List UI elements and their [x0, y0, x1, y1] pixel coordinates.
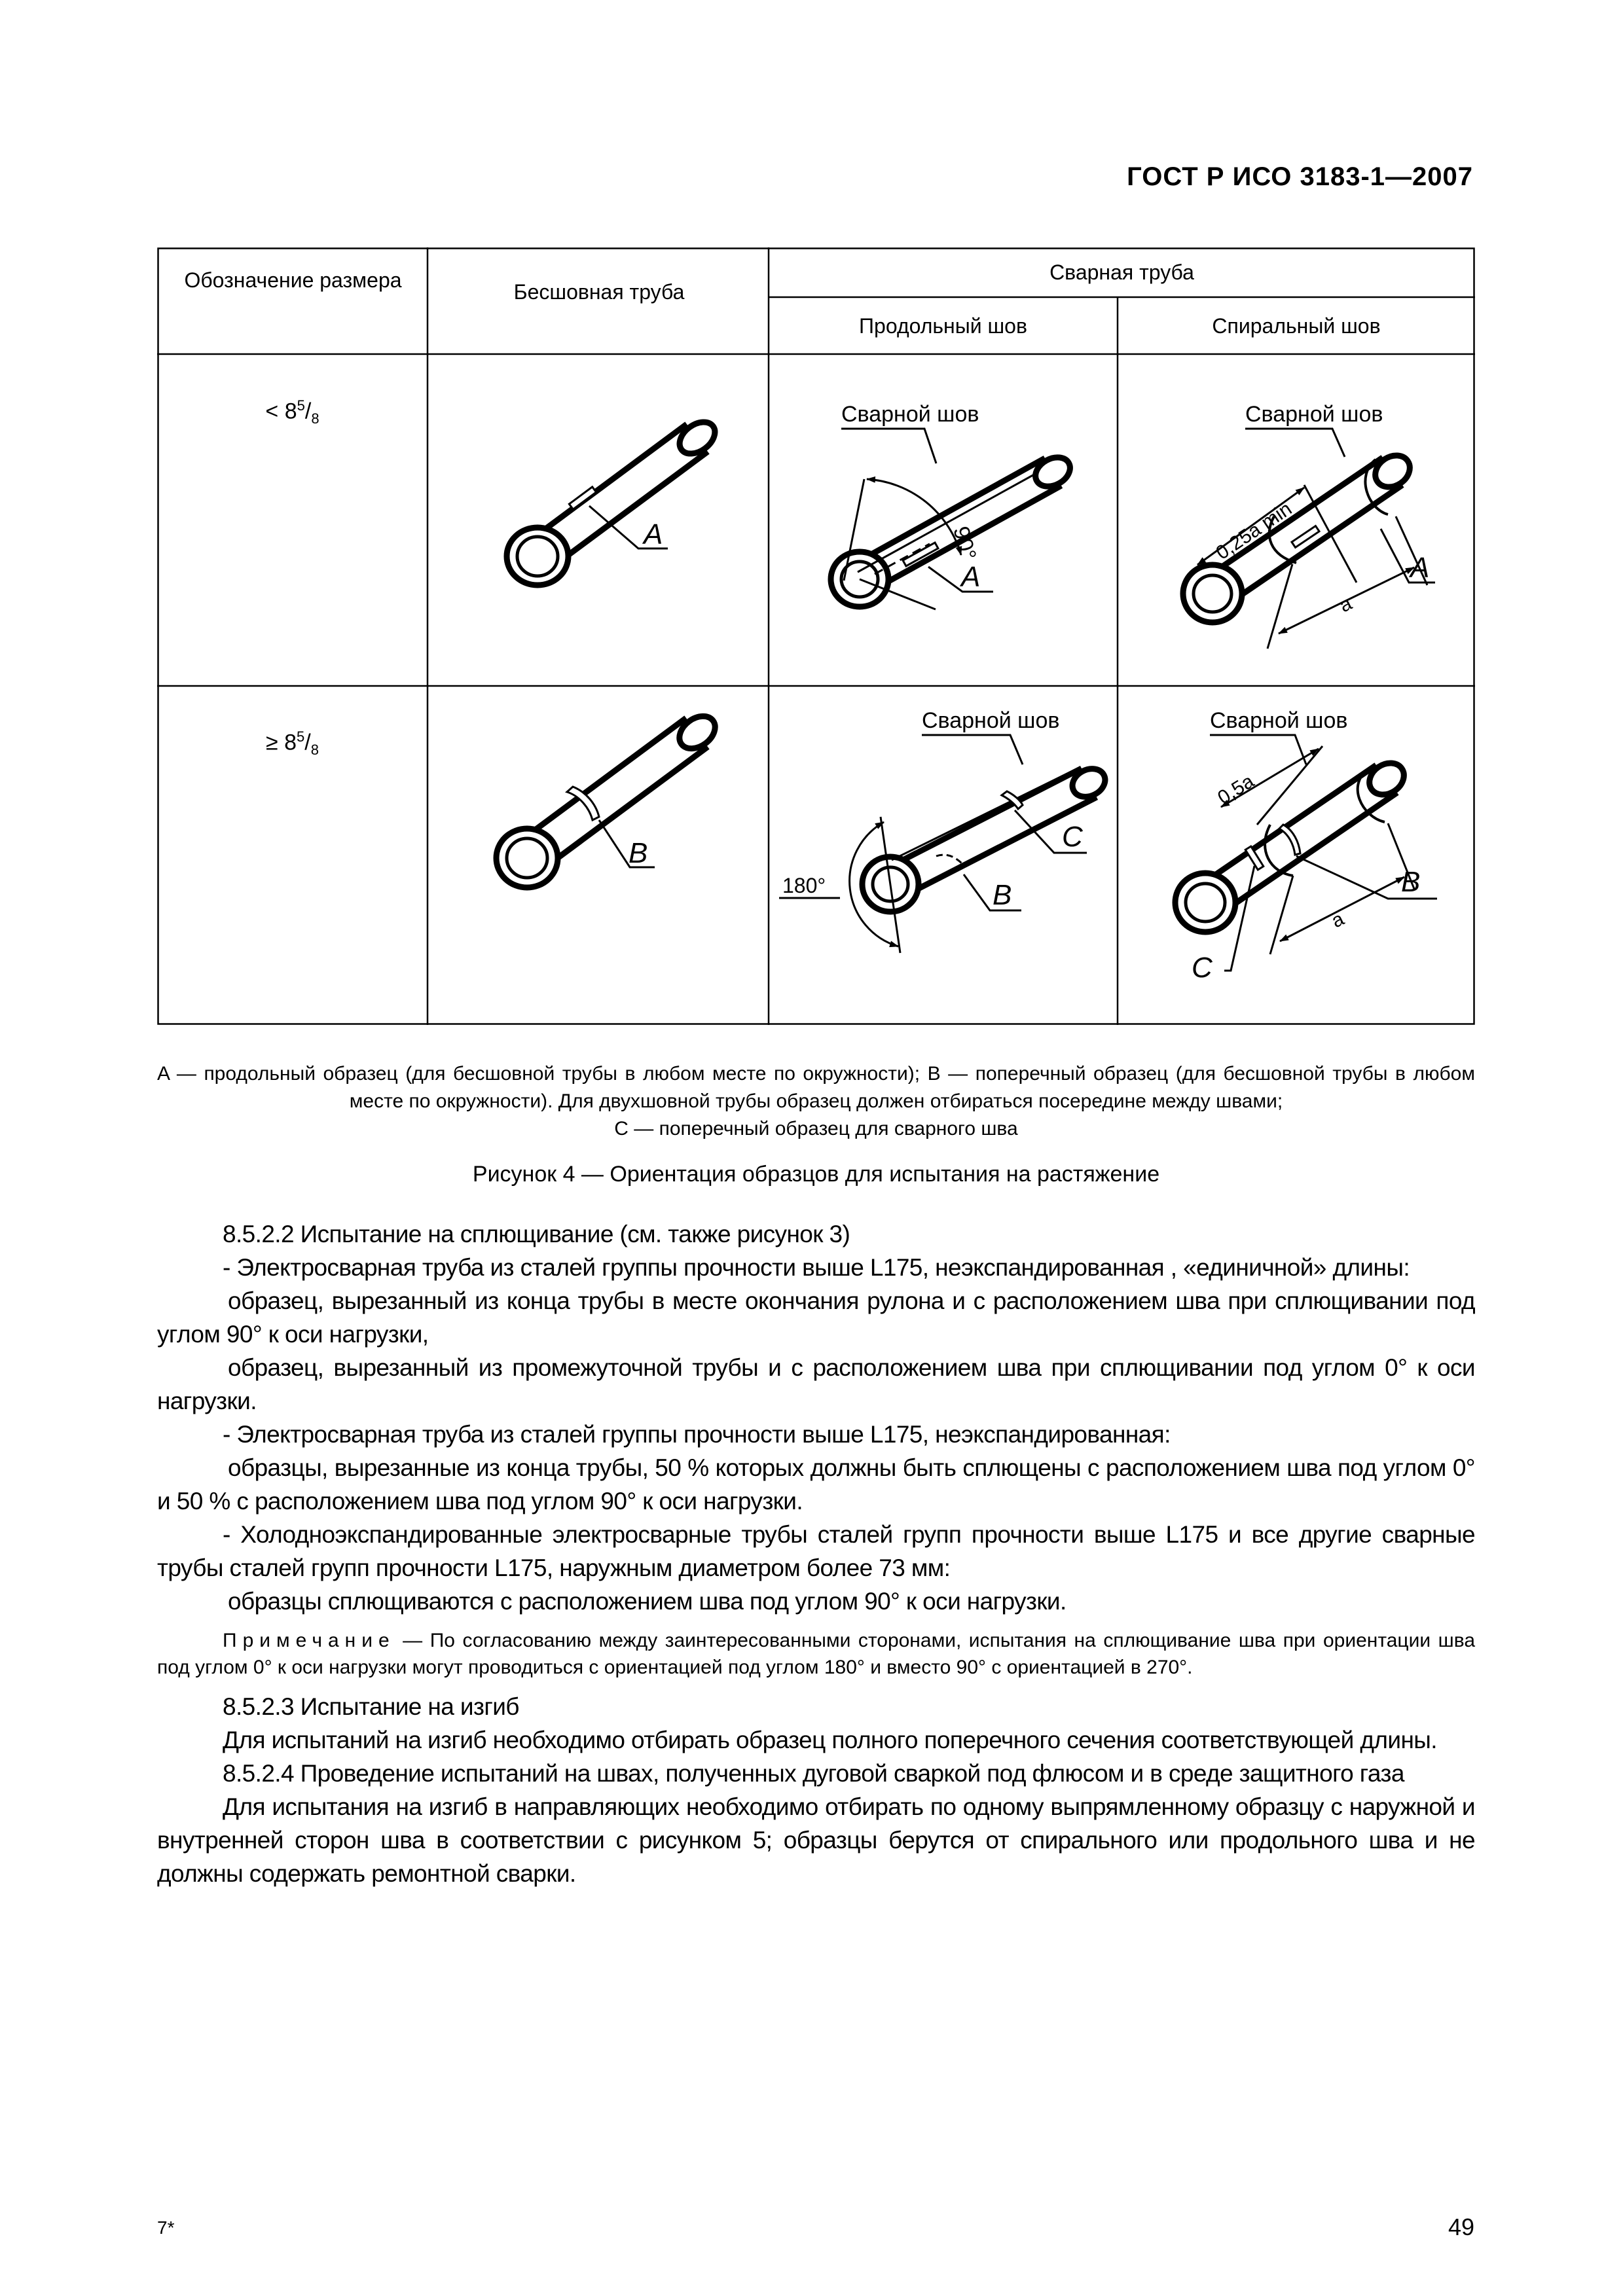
label-B-long: B	[993, 879, 1012, 911]
legend-line-1: A — продольный образец (для бесшовной трубы в любом месте по окружности); B — поперечный образец (для бесшовной трубы в любом месте по окружности). Для двухшовной трубы образец должен отбираться посередине между швами;	[157, 1063, 1475, 1112]
label-angle-90: 90°	[948, 524, 981, 563]
figure-legend	[157, 1060, 1475, 1143]
label-B-spiral: B	[1401, 866, 1421, 898]
paragraph: - Холодноэкспандированные электросварные трубы сталей групп прочности выше L175 и все другие сварные трубы сталей групп прочности L175, наружным диаметром более 73 мм:	[157, 1521, 1475, 1581]
pipe-seamless-row2	[496, 709, 721, 888]
paragraph: - Электросварная труба из сталей группы прочности выше L175, неэкспандированная , «единичной» длины:	[223, 1254, 1410, 1281]
paragraph: образцы сплющиваются с расположением шва под углом 90° к оси нагрузки.	[228, 1588, 1067, 1615]
paragraph: 8.5.2.4 Проведение испытаний на швах, полученных дуговой сваркой под флюсом и в среде защитного газа	[223, 1760, 1404, 1787]
label-C-long: C	[1062, 821, 1083, 853]
label-dim-a-row2: a	[1328, 908, 1348, 933]
header-size-designation: Обозначение размера	[184, 268, 402, 292]
figure-caption: Рисунок 4 — Ориентация образцов для испытания на растяжение	[472, 1162, 1160, 1187]
label-weld-seam-spiral-row2: Сварной шов	[1210, 708, 1348, 733]
document-header: ГОСТ Р ИСО 3183-1—2007	[1127, 162, 1473, 191]
table-grid	[157, 247, 1475, 1025]
body-text	[157, 1217, 1475, 1890]
label-dim-a-row1: a	[1336, 592, 1356, 617]
pipe-longitudinal-row1	[831, 429, 1075, 609]
paragraph: образец, вырезанный из промежуточной трубы и с расположением шва при сплющивании под углом 0° к оси нагрузки.	[157, 1354, 1475, 1414]
paragraph: Для испытаний на изгиб необходимо отбирать образец полного поперечного сечения соответствующей длины.	[223, 1727, 1437, 1753]
header-welded-pipe: Сварная труба	[1049, 260, 1194, 284]
note	[157, 1627, 1475, 1681]
paragraph: - Электросварная труба из сталей группы прочности выше L175, неэкспандированная:	[223, 1421, 1171, 1448]
label-A-spiral: A	[1410, 552, 1430, 584]
legend-line-2: C — поперечный образец для сварного шва	[614, 1118, 1018, 1139]
paragraph: 8.5.2.3 Испытание на изгиб	[223, 1693, 519, 1720]
footer-mark: 7*	[157, 2217, 175, 2238]
paragraph: Для испытания на изгиб в направляющих необходимо отбирать по одному выпрямленному образцу с наружной и внутренней сторон шва в соответствии с рисунком 5; образцы берутся от спирального или продольного шва и не должны содержать ремонтной сварки.	[157, 1793, 1475, 1887]
note-label: Примечание	[223, 1630, 395, 1651]
pipe-longitudinal-row2	[779, 735, 1110, 953]
header-seamless-pipe: Бесшовная труба	[513, 280, 685, 304]
label-dim-05a: 0,5a	[1214, 770, 1258, 809]
figure-table	[157, 247, 1475, 1025]
size-row1: < $8^5/_8$	[265, 397, 319, 427]
label-B-seamless: B	[629, 837, 648, 869]
label-weld-seam-long-row1: Сварной шов	[841, 402, 979, 427]
header-spiral-seam: Спиральный шов	[1212, 314, 1381, 338]
pipe-spiral-row2	[1175, 735, 1437, 971]
paragraph: 8.5.2.2 Испытание на сплющивание (см. также рисунок 3)	[223, 1221, 850, 1247]
paragraph: образец, вырезанный из конца трубы в месте окончания рулона и с расположением шва при сплющивании под углом 90° к оси нагрузки,	[157, 1287, 1475, 1348]
note-text: — По согласованию между заинтересованными сторонами, испытания на сплющивание шва при ориентации шва под углом 0° к оси нагрузки могут проводиться с ориентацией под углом 180° и вместо 90° с ориентацией в 270°.	[157, 1630, 1475, 1678]
label-angle-180: 180°	[782, 874, 826, 897]
paragraph: образцы, вырезанные из конца трубы, 50 % которых должны быть сплющены с расположением шва под углом 0° и 50 % с расположением шва под углом 90° к оси нагрузки.	[157, 1454, 1475, 1515]
label-weld-seam-long-row2: Сварной шов	[922, 708, 1060, 733]
label-C-spiral: C	[1192, 952, 1213, 984]
label-A-long: A	[961, 561, 981, 593]
header-longitudinal-seam: Продольный шов	[859, 314, 1027, 338]
pipe-seamless-row1	[507, 416, 721, 585]
pipe-spiral-row1	[1183, 429, 1435, 649]
label-A-seamless: A	[644, 518, 663, 550]
size-row2: ≥ $8^5/_8$	[266, 728, 319, 759]
page-number: 49	[1448, 2214, 1474, 2240]
figure-drawing	[157, 247, 1475, 1025]
label-dim-025a: 0,25a min	[1212, 497, 1296, 564]
label-weld-seam-spiral-row1: Сварной шов	[1245, 402, 1383, 427]
